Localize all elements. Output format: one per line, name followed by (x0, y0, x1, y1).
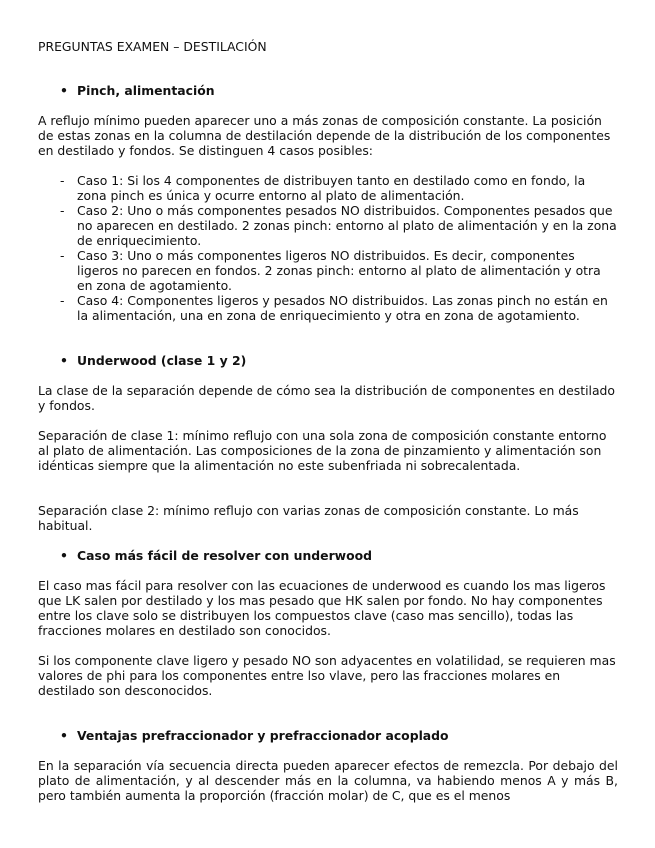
bullet-icon: • (60, 83, 68, 98)
list-item-case-2 (38, 203, 618, 248)
case-text: Caso 3: Uno o más componentes ligeros NO distribuidos. Es decir, componentes ligeros no parecen en fondos. 2 zonas pinch: entorno al plato de alimentación y otra en zona de agotamiento. (77, 248, 601, 293)
underwood-paragraph-1: La clase de la separación depende de cómo sea la distribución de componentes en destilado y fondos. (38, 383, 615, 413)
heading-text: Caso más fácil de resolver con underwood (77, 548, 373, 563)
dash-icon: - (60, 293, 65, 308)
bullet-icon: • (60, 353, 68, 368)
underwood-paragraph-2: Separación de clase 1: mínimo reflujo con una sola zona de composición constante entorno al plato de alimentación. Las composiciones de la zona de pinzamiento y alimentación son idénticas siempre que la alimentación no este subenfriada ni sobrecalentada. (38, 428, 607, 473)
heading-easy-case (60, 548, 372, 563)
bullet-icon: • (60, 728, 68, 743)
dash-icon: - (60, 203, 65, 218)
list-item-case-1 (38, 173, 618, 203)
document-title: PREGUNTAS EXAMEN – DESTILACIÓN (38, 39, 267, 54)
list-item-case-3 (38, 248, 618, 293)
case-text: Caso 1: Si los 4 componentes de distribuyen tanto en destilado como en fondo, la zona pinch es única y ocurre entorno al plato de alimentación. (77, 173, 586, 203)
prefraccionador-paragraph-1: En la separación vía secuencia directa pueden aparecer efectos de remezcla. Por debajo del plato de alimentación, y al descender más en la columna, va habiendo menos A y más B, pero también aumenta la proporción (fracción molar) de C, que es el menos (38, 758, 618, 803)
heading-underwood (60, 353, 246, 368)
case-text: Caso 4: Componentes ligeros y pesados NO distribuidos. Las zonas pinch no están en la alimentación, una en zona de enriquecimiento y otra en zona de agotamiento. (77, 293, 608, 323)
heading-prefraccionador (60, 728, 449, 743)
list-item-case-4 (38, 293, 618, 323)
dash-icon: - (60, 173, 65, 188)
case-text: Caso 2: Uno o más componentes pesados NO distribuidos. Componentes pesados que no aparecen en destilado. 2 zonas pinch: entorno al plato de alimentación y en la zona de enriquecimiento. (77, 203, 617, 248)
easy-case-paragraph-2: Si los componente clave ligero y pesado NO son adyacentes en volatilidad, se requieren mas valores de phi para los componentes entre lso vlave, pero las fracciones molares en destilado son desconocidos. (38, 653, 616, 698)
pinch-intro-paragraph: A reflujo mínimo pueden aparecer uno a más zonas de composición constante. La posición de estas zonas en la columna de destilación depende de la distribución de los componentes en destilado y fondos. Se distinguen 4 casos posibles: (38, 113, 611, 158)
dash-icon: - (60, 248, 65, 263)
heading-text: Underwood (clase 1 y 2) (77, 353, 247, 368)
easy-case-paragraph-1: El caso mas fácil para resolver con las ecuaciones de underwood es cuando los mas ligeros que LK salen por destilado y los mas pesado que HK salen por fondo. No hay componentes entre los clave solo se distribuyen los compuestos clave (caso mas sencillo), todas las fracciones molares en destilado son conocidos. (38, 578, 606, 638)
bullet-icon: • (60, 548, 68, 563)
heading-text: Pinch, alimentación (77, 83, 215, 98)
pinch-cases-list (38, 173, 618, 323)
heading-pinch-alimentacion (60, 83, 215, 98)
underwood-paragraph-3: Separación clase 2: mínimo reflujo con varias zonas de composición constante. Lo más habitual. (38, 503, 579, 533)
heading-text: Ventajas prefraccionador y prefraccionador acoplado (77, 728, 449, 743)
